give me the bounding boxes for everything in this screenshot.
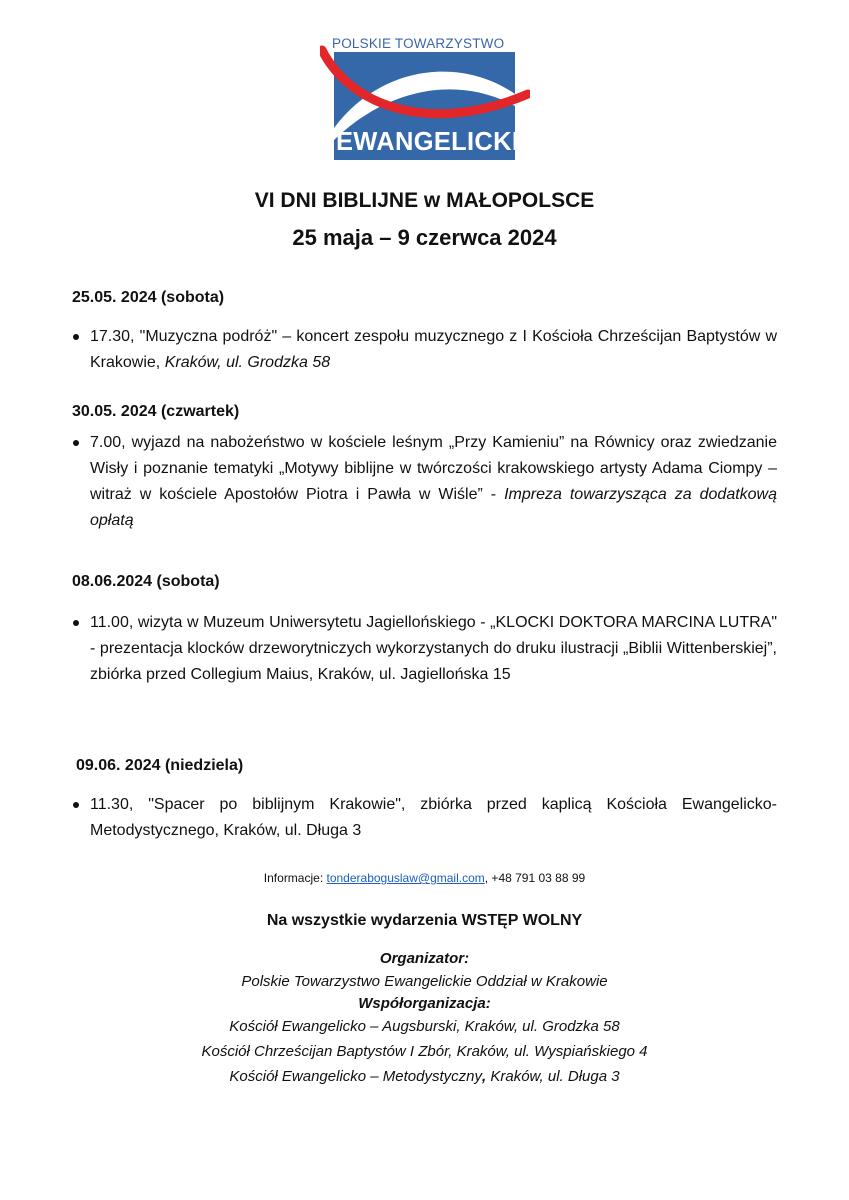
organizer-name: Polskie Towarzystwo Ewangelickie Oddział w Krakowie (241, 973, 608, 990)
bullet-icon (73, 440, 79, 446)
event-item-4 (73, 792, 777, 844)
contact-email-link[interactable]: tonderaboguslaw@gmail.com (326, 871, 485, 885)
contact-info (0, 871, 849, 885)
event-date-1: 25.05. 2024 (sobota) (72, 289, 225, 306)
co-organizer-label: Współorganizacja: (358, 995, 491, 1012)
event-text-2: 7.00, wyjazd na nabożeństwo w kościele leśnym „Przy Kamieniu” na Równicy oraz zwiedzanie Wisły i poznanie tematyki „Motywy biblijne w twórczości krakowskiego artysty Adama Ciompy – witraż w kościele Apostołów Piotra i Pawła w Wiśle” - (90, 434, 777, 503)
event-text-3: 11.00, wizyta w Muzeum Uniwersytetu Jagiellońskiego - „KLOCKI DOKTORA MARCINA LUTRA" - prezentacja klocków drzeworytniczych wykorzystanych do druku ilustracji „Biblii Wittenberskiej”, zbiórka przed Collegium Maius, Kraków, ul. Jagiellońska 15 (90, 614, 777, 683)
bullet-icon (73, 802, 79, 808)
free-entry-notice: Na wszystkie wydarzenia WSTĘP WOLNY (266, 912, 583, 929)
co-organizer-3-separator: , (482, 1068, 487, 1085)
society-logo (320, 36, 537, 164)
page-subtitle-dates: 25 maja – 9 czerwca 2024 (292, 225, 557, 250)
event-date-4: 09.06. 2024 (niedziela) (76, 757, 244, 774)
event-date-2: 30.05. 2024 (czwartek) (72, 403, 240, 420)
co-organizer-3-name: Kościół Ewangelicko – Metodystyczny (229, 1068, 483, 1085)
event-text-1: 17.30, "Muzyczna podróż" – koncert zespołu muzycznego z I Kościoła Chrześcijan Baptystów w Krakowie, (90, 328, 777, 371)
contact-label: Informacje: (263, 871, 327, 885)
event-date-3: 08.06.2024 (sobota) (72, 573, 220, 590)
event-item-1 (73, 324, 777, 376)
logo-bottom-text: EWANGELICKIE (336, 128, 537, 156)
event-item-2 (73, 430, 777, 534)
co-organizer-1: Kościół Ewangelicko – Augsburski, Kraków, ul. Grodzka 58 (229, 1018, 620, 1035)
organizer-label: Organizator: (379, 950, 470, 967)
co-organizer-2: Kościół Chrześcijan Baptystów I Zbór, Kraków, ul. Wyspiańskiego 4 (201, 1043, 648, 1060)
event-item-3 (73, 610, 777, 688)
event-address-1: Kraków, ul. Grodzka 58 (164, 354, 331, 371)
event-note-2: Impreza towarzysząca za dodatkową opłatą (90, 486, 778, 529)
bullet-icon (73, 334, 79, 340)
co-organizer-3-address: Kraków, ul. Długa 3 (486, 1068, 620, 1085)
bullet-icon (73, 620, 79, 626)
co-organizer-3 (0, 1068, 849, 1085)
logo-top-text: POLSKIE TOWARZYSTWO (332, 36, 505, 51)
event-text-4: 11.30, "Spacer po biblijnym Krakowie", zbiórka przed kaplicą Kościoła Ewangelicko-Metodystycznego, Kraków, ul. Długa 3 (90, 796, 777, 839)
page-title: VI DNI BIBLIJNE w MAŁOPOLSCE (254, 189, 595, 212)
contact-phone: , +48 791 03 88 99 (484, 871, 586, 885)
